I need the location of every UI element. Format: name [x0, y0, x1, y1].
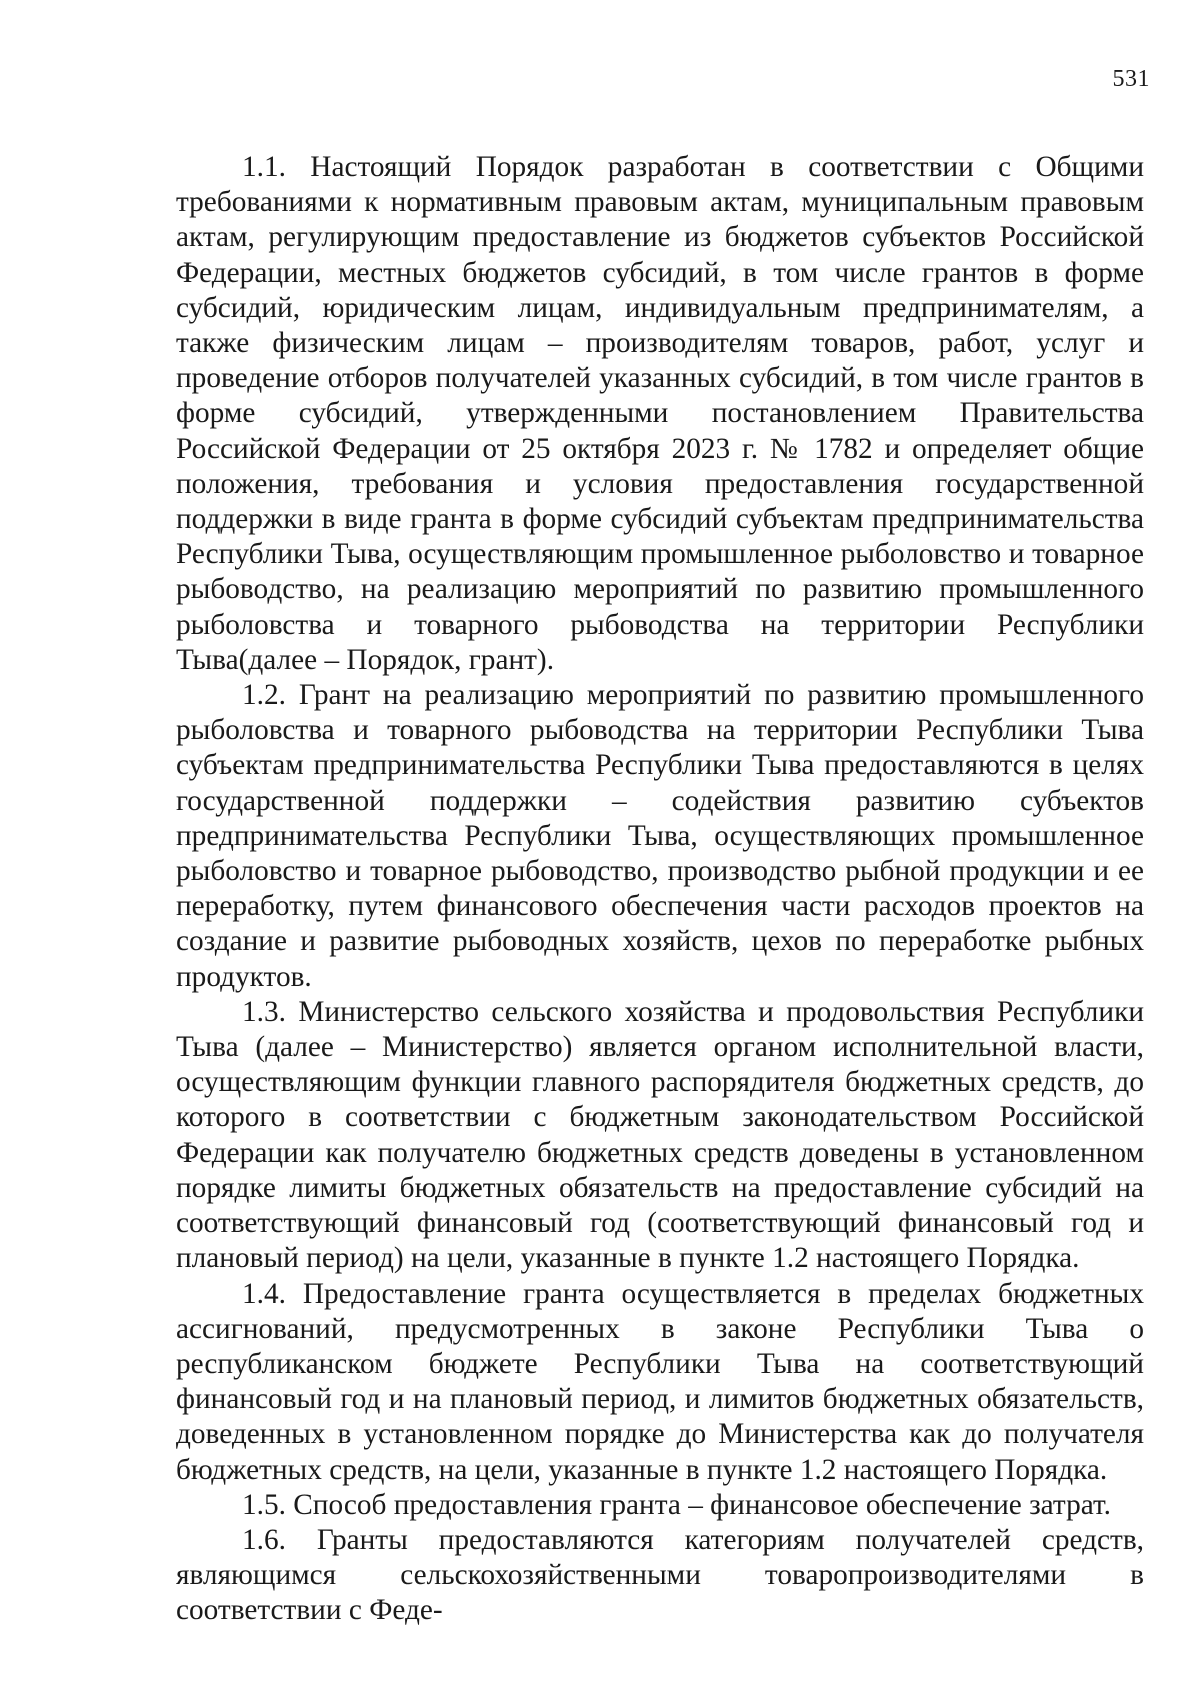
paragraph-1-3: 1.3. Министерство сельского хозяйства и продовольствия Республики Тыва (далее – Министерство) является органом исполнительной власти, осуществляющим функции главного распорядителя бюджетных средств, до которого в соответствии с бюджетным законодательством Российской Федерации как получателю бюджетных средств доведены в установленном порядке лимиты бюджетных обязательств на предоставление субсидий на соответствующий финансовый год (соответствующий финансовый год и плановый период) на цели, указанные в пункте 1.2 настоящего Порядка. — [176, 995, 1144, 1275]
paragraph-1-5: 1.5. Способ предоставления гранта – финансовое обеспечение затрат. — [242, 1488, 1111, 1521]
paragraph-1-6: 1.6. Гранты предоставляются категориям получателей средств, являющимся сельскохозяйственными товаропроизводителями в соответствии с Феде- — [176, 1523, 1144, 1627]
paragraph-1-4: 1.4. Предоставление гранта осуществляется в пределах бюджетных ассигнований, предусмотренных в законе Республики Тыва о республиканском бюджете Республики Тыва на соответствующий финансовый год и на плановый период, и лимитов бюджетных обязательств, доведенных в установленном порядке до Министерства как до получателя бюджетных средств, на цели, указанные в пункте 1.2 настоящего Порядка. — [176, 1277, 1144, 1486]
paragraph-1-1: 1.1. Настоящий Порядок разработан в соответствии с Общими требованиями к нормативным правовым актам, муниципальным правовым актам, регулирующим предоставление из бюджетов субъектов Российской Федерации, местных бюджетов субсидий, в том числе грантов в форме субсидий, юридическим лицам, индивидуальным предпринимателям, а также физическим лицам – производителям товаров, работ, услуг и проведение отборов получателей указанных субсидий, в том числе грантов в форме субсидий, утвержденными постановлением Правительства Российской Федерации от 25 октября 2023 г. № 1782 и определяет общие положения, требования и условия предоставления государственной поддержки в виде гранта в форме субсидий субъектам предпринимательства Республики Тыва, осуществляющим промышленное рыболовство и товарное рыбоводство, на реализацию мероприятий по развитию промышленного рыболовства и товарного рыбоводства на территории Республики Тыва(далее – Порядок, грант). — [176, 151, 1144, 676]
document-body — [176, 150, 1144, 1629]
paragraph-1-2: 1.2. Грант на реализацию мероприятий по развитию промышленного рыболовства и товарного рыбоводства на территории Республики Тыва субъектам предпринимательства Республики Тыва предоставляются в целях государственной поддержки – содействия развитию субъектов предпринимательства Республики Тыва, осуществляющих промышленное рыболовство и товарное рыбоводство, производство рыбной продукции и ее переработку, путем финансового обеспечения части расходов проектов на создание и развитие рыбоводных хозяйств, цехов по переработке рыбных продуктов. — [176, 679, 1144, 993]
page-number: 531 — [1112, 66, 1150, 92]
